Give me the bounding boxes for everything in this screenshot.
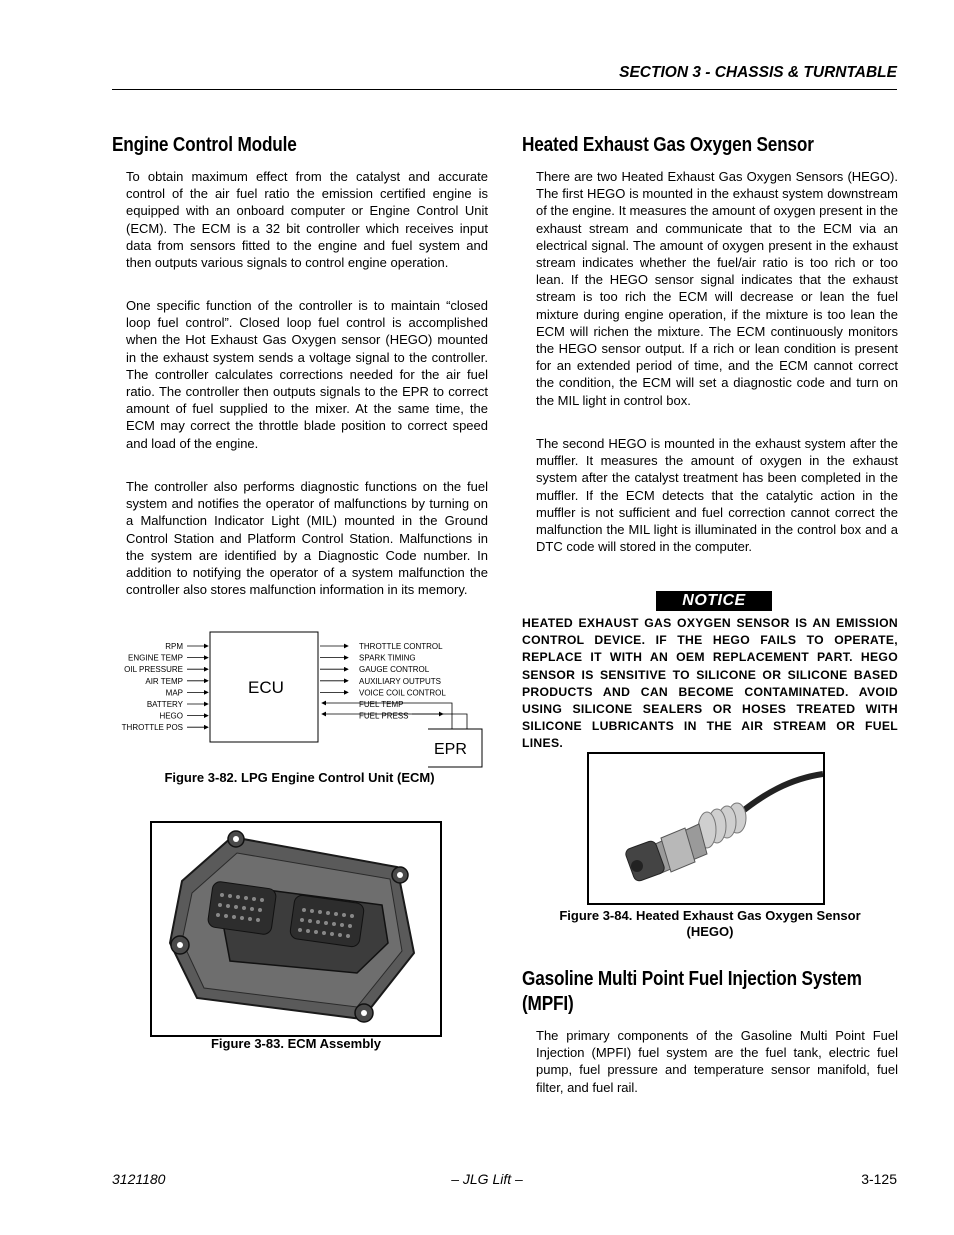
notice-text: HEATED EXHAUST GAS OXYGEN SENSOR IS AN EMISSION CONTROL DEVICE. IF THE HEGO FAILS TO OPERATE, REPLACE IT WITH AN OEM REPLACEMENT PART. HEGO SENSOR IS SENSITIVE TO SILICONE OR SILICONE BASED PRODUCTS AND CAN BECOME CONTAMINATED. AVOID USING SILICONE SEALERS OR HOSES TREATED WITH SILICONE LUBRICANTS IN THE AIR STREAM OR FUEL LINES.	[522, 616, 898, 751]
hego-sensor-image	[589, 754, 823, 903]
ecu-input-label: ENGINE TEMP	[128, 653, 183, 663]
ecu-output-label: GAUGE CONTROL	[359, 665, 430, 675]
notice-badge: NOTICE	[656, 591, 772, 611]
engine-control-module-heading: Engine Control Module	[112, 134, 297, 156]
doc-number: 3121180	[112, 1171, 166, 1187]
ecu-block-diagram	[112, 625, 487, 770]
ecu-input-label: THROTTLE POS	[121, 723, 183, 733]
header-divider	[112, 89, 897, 90]
ecu-input-signals	[122, 642, 208, 732]
mpfi-paragraph: The primary components of the Gasoline Multi Point Fuel Injection (MPFI) fuel system are the fuel tank, electric fuel pump, fuel pressure and temperature sensor manifold, fuel filter, and fuel rail.	[536, 1028, 898, 1095]
ecu-output-label: SPARK TIMING	[359, 653, 416, 663]
ecu-output-label: FUEL TEMP	[359, 700, 404, 709]
figure-84-caption-line-2: (HEGO)	[686, 924, 734, 939]
ecu-output-label: FUEL PRESS	[359, 711, 409, 721]
ecu-input-label: RPM	[165, 642, 183, 651]
ecm-paragraph-2: One specific function of the controller is to maintain “closed loop fuel control”. Closed loop fuel control is accomplished when the Hot Exhaust Gas Oxygen sensor (HEGO) mounted in the exhaust system sends a voltage signal to the controller. The controller calculates corrections needed for the air fuel ratio. The controller then outputs signals to the EPR to correct amount of fuel supplied to the mixer. At the same time, the ECM may correct the throttle blade position to correct speed and load of the engine.	[126, 298, 488, 451]
footer-center: – JLG Lift –	[451, 1171, 523, 1187]
ecu-input-label: AIR TEMP	[145, 676, 183, 686]
hego-paragraph-1: There are two Heated Exhaust Gas Oxygen Sensors (HEGO). The first HEGO is mounted in the exhaust system downstream of the engine. It measures the amount of oxygen present in the exhaust stream and communicate that to the ECM via an electrical signal. The amount of oxygen present in the exhaust stream indicates whether the fuel/air ratio is too rich or too lean. If the HEGO sensor signal indicates that the exhaust stream is too rich the ECM will decrease or lean the fuel mixture during engine operation, if the mixture is too lean the ECM will richen the mixture. The ECM continuously monitors the HEGO sensor output. If a rich or lean condition is present for an extended period of time, and the ECM cannot correct the condition, the ECM will set a diagnostic code and turn on the MIL light in control box.	[536, 169, 898, 408]
epr-label: EPR	[434, 741, 467, 758]
ecm-paragraph-3: The controller also performs diagnostic functions on the fuel system and notifies the operator of malfunctions by turning on a Malfunction Indicator Light (MIL) mounted in the Ground Control Station and Platform Control Station. Malfunctions in the system are identified by a Diagnostic Code number. In addition to notifying the operator of a system malfunction the controller also stores malfunction information in its memory.	[126, 479, 488, 598]
figure-84-caption-line-1: Figure 3-84. Heated Exhaust Gas Oxygen Sensor	[559, 908, 861, 923]
page-number: 3-125	[861, 1171, 897, 1187]
ecu-input-label: HEGO	[159, 711, 183, 721]
ecu-input-label: MAP	[165, 688, 183, 698]
ecu-output-label: THROTTLE CONTROL	[359, 642, 443, 651]
ecu-input-label: OIL PRESSURE	[124, 665, 183, 675]
ecu-output-label: AUXILIARY OUTPUTS	[359, 676, 441, 686]
hego-heading: Heated Exhaust Gas Oxygen Sensor	[522, 134, 814, 156]
ecm-assembly-figure	[150, 821, 442, 1037]
mpfi-heading-line-2: (MPFI)	[522, 993, 574, 1015]
ecu-label: ECU	[248, 678, 284, 697]
ecu-input-label: BATTERY	[146, 700, 183, 709]
ecu-output-signals	[320, 642, 446, 721]
ecm-assembly-image	[152, 823, 440, 1035]
section-header: SECTION 3 - CHASSIS & TURNTABLE	[619, 64, 897, 81]
figure-82-caption: Figure 3-82. LPG Engine Control Unit (ECM)	[164, 770, 435, 785]
hego-paragraph-2: The second HEGO is mounted in the exhaust system after the muffler. It measures the amount of oxygen in the exhaust system after the catalyst treatment has been completed in the muffler. If the ECM detects that the catalytic action in the muffler is not sufficient and fuel correction cannot correct the malfunction the MIL light is illuminated in the control box and a DTC code will stored in the computer.	[536, 436, 898, 555]
figure-84-caption	[522, 908, 898, 940]
hego-sensor-figure	[587, 752, 825, 905]
ecm-paragraph-1: To obtain maximum effect from the catalyst and accurate control of the air fuel ratio the emission certified engine is equipped with an onboard computer or Engine Control Unit (ECM). The ECM is a 32 bit controller which receives input data from sensors fitted to the engine and fuel system and then outputs various signals to control engine operation.	[126, 169, 488, 271]
ecu-output-label: VOICE COIL CONTROL	[359, 688, 446, 698]
mpfi-heading-line-1: Gasoline Multi Point Fuel Injection System	[522, 968, 862, 990]
figure-83-caption: Figure 3-83. ECM Assembly	[210, 1036, 381, 1051]
